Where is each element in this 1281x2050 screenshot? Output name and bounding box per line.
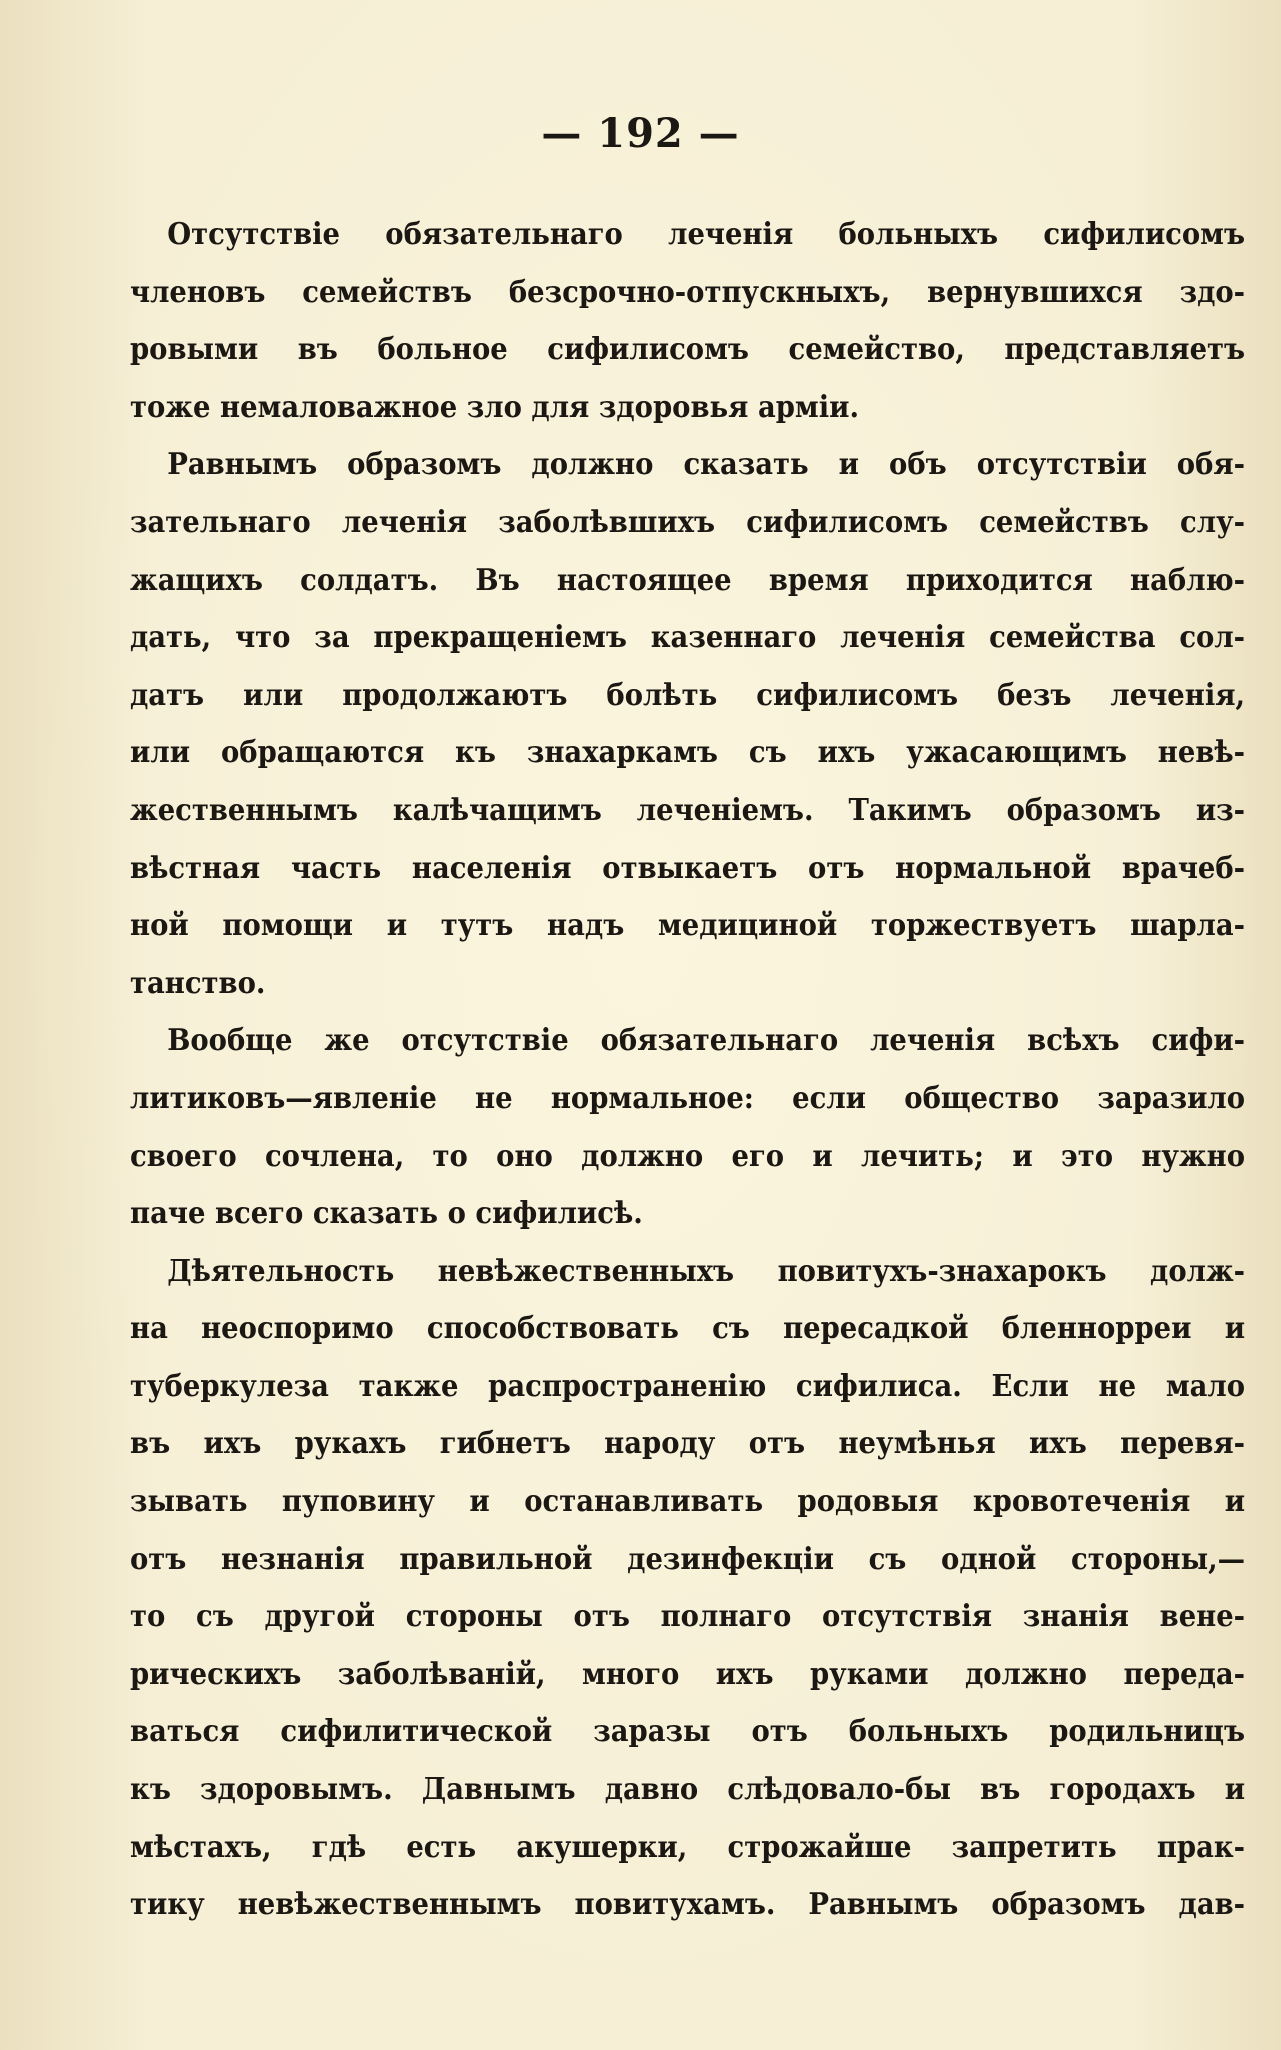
page-number: — 192 — — [541, 110, 740, 157]
text-line: рическихъ заболѣваній, много ихъ руками должно переда- — [130, 1655, 1246, 1691]
text-line: или обращаются къ знахаркамъ съ ихъ ужасающимъ невѣ- — [130, 734, 1246, 770]
text-line: Вообще же отсутствіе обязательнаго леченія всѣхъ сифи- — [167, 1022, 1246, 1058]
text-line: къ здоровымъ. Давнымъ давно слѣдовало-бы въ городахъ и — [130, 1771, 1246, 1807]
text-line: Равнымъ образомъ должно сказать и объ отсутствіи обя- — [167, 446, 1246, 482]
text-line: литиковъ—явленіе не нормальное: если общество заразило — [130, 1079, 1246, 1115]
text-line: Отсутствіе обязательнаго леченія больныхъ сифилисомъ — [167, 216, 1246, 251]
text-line: зательнаго леченія заболѣвшихъ сифилисомъ семействъ слу- — [130, 503, 1246, 539]
text-line: членовъ семействъ безсрочно-отпускныхъ, вернувшихся здо- — [130, 273, 1246, 309]
text-line: то съ другой стороны отъ полнаго отсутствія знанія вене- — [130, 1598, 1246, 1634]
text-line: отъ незнанія правильной дезинфекціи съ одной стороны,— — [130, 1540, 1246, 1576]
text-line: датъ или продолжаютъ болѣть сифилисомъ безъ леченія, — [130, 676, 1246, 712]
text-line: на неоспоримо способствовать съ пересадкой бленнорреи и — [130, 1310, 1246, 1346]
text-line: жественнымъ калѣчащимъ леченіемъ. Такимъ образомъ из- — [130, 791, 1246, 827]
text-line: въ ихъ рукахъ гибнетъ народу отъ неумѣнья ихъ перевя- — [130, 1425, 1246, 1461]
text-line: своего сочлена, то оно должно его и лечить; и это нужно — [130, 1137, 1246, 1173]
text-line: дать, что за прекращеніемъ казеннаго леченія семейства сол- — [130, 619, 1246, 655]
body-text — [130, 205, 1246, 1933]
text-line: туберкулеза также распространенію сифилиса. Если не мало — [130, 1367, 1246, 1403]
text-line: зывать пуповину и останавливать родовыя кровотеченія и — [130, 1483, 1246, 1519]
text-line: мѣстахъ, гдѣ есть акушерки, строжайше запретить прак- — [130, 1828, 1246, 1864]
text-line: тоже немаловажное зло для здоровья арміи. — [130, 388, 860, 424]
text-line: ной помощи и тутъ надъ медициной торжествуетъ шарла- — [130, 907, 1246, 943]
text-line: ваться сифилитической заразы отъ больныхъ родильницъ — [130, 1713, 1246, 1749]
text-line: тику невѣжественнымъ повитухамъ. Равнымъ образомъ дав- — [130, 1886, 1246, 1922]
text-line: ровыми въ больное сифилисомъ семейство, представляетъ — [130, 331, 1246, 367]
text-line: жащихъ солдатъ. Въ настоящее время приходится наблю- — [130, 561, 1246, 597]
text-line: танство. — [130, 964, 266, 1000]
text-line: паче всего сказать о сифилисѣ. — [130, 1195, 643, 1231]
text-line: вѣстная часть населенія отвыкаетъ отъ нормальной врачеб- — [130, 849, 1246, 885]
text-line: Дѣятельность невѣжественныхъ повитухъ-знахарокъ долж- — [167, 1252, 1246, 1288]
